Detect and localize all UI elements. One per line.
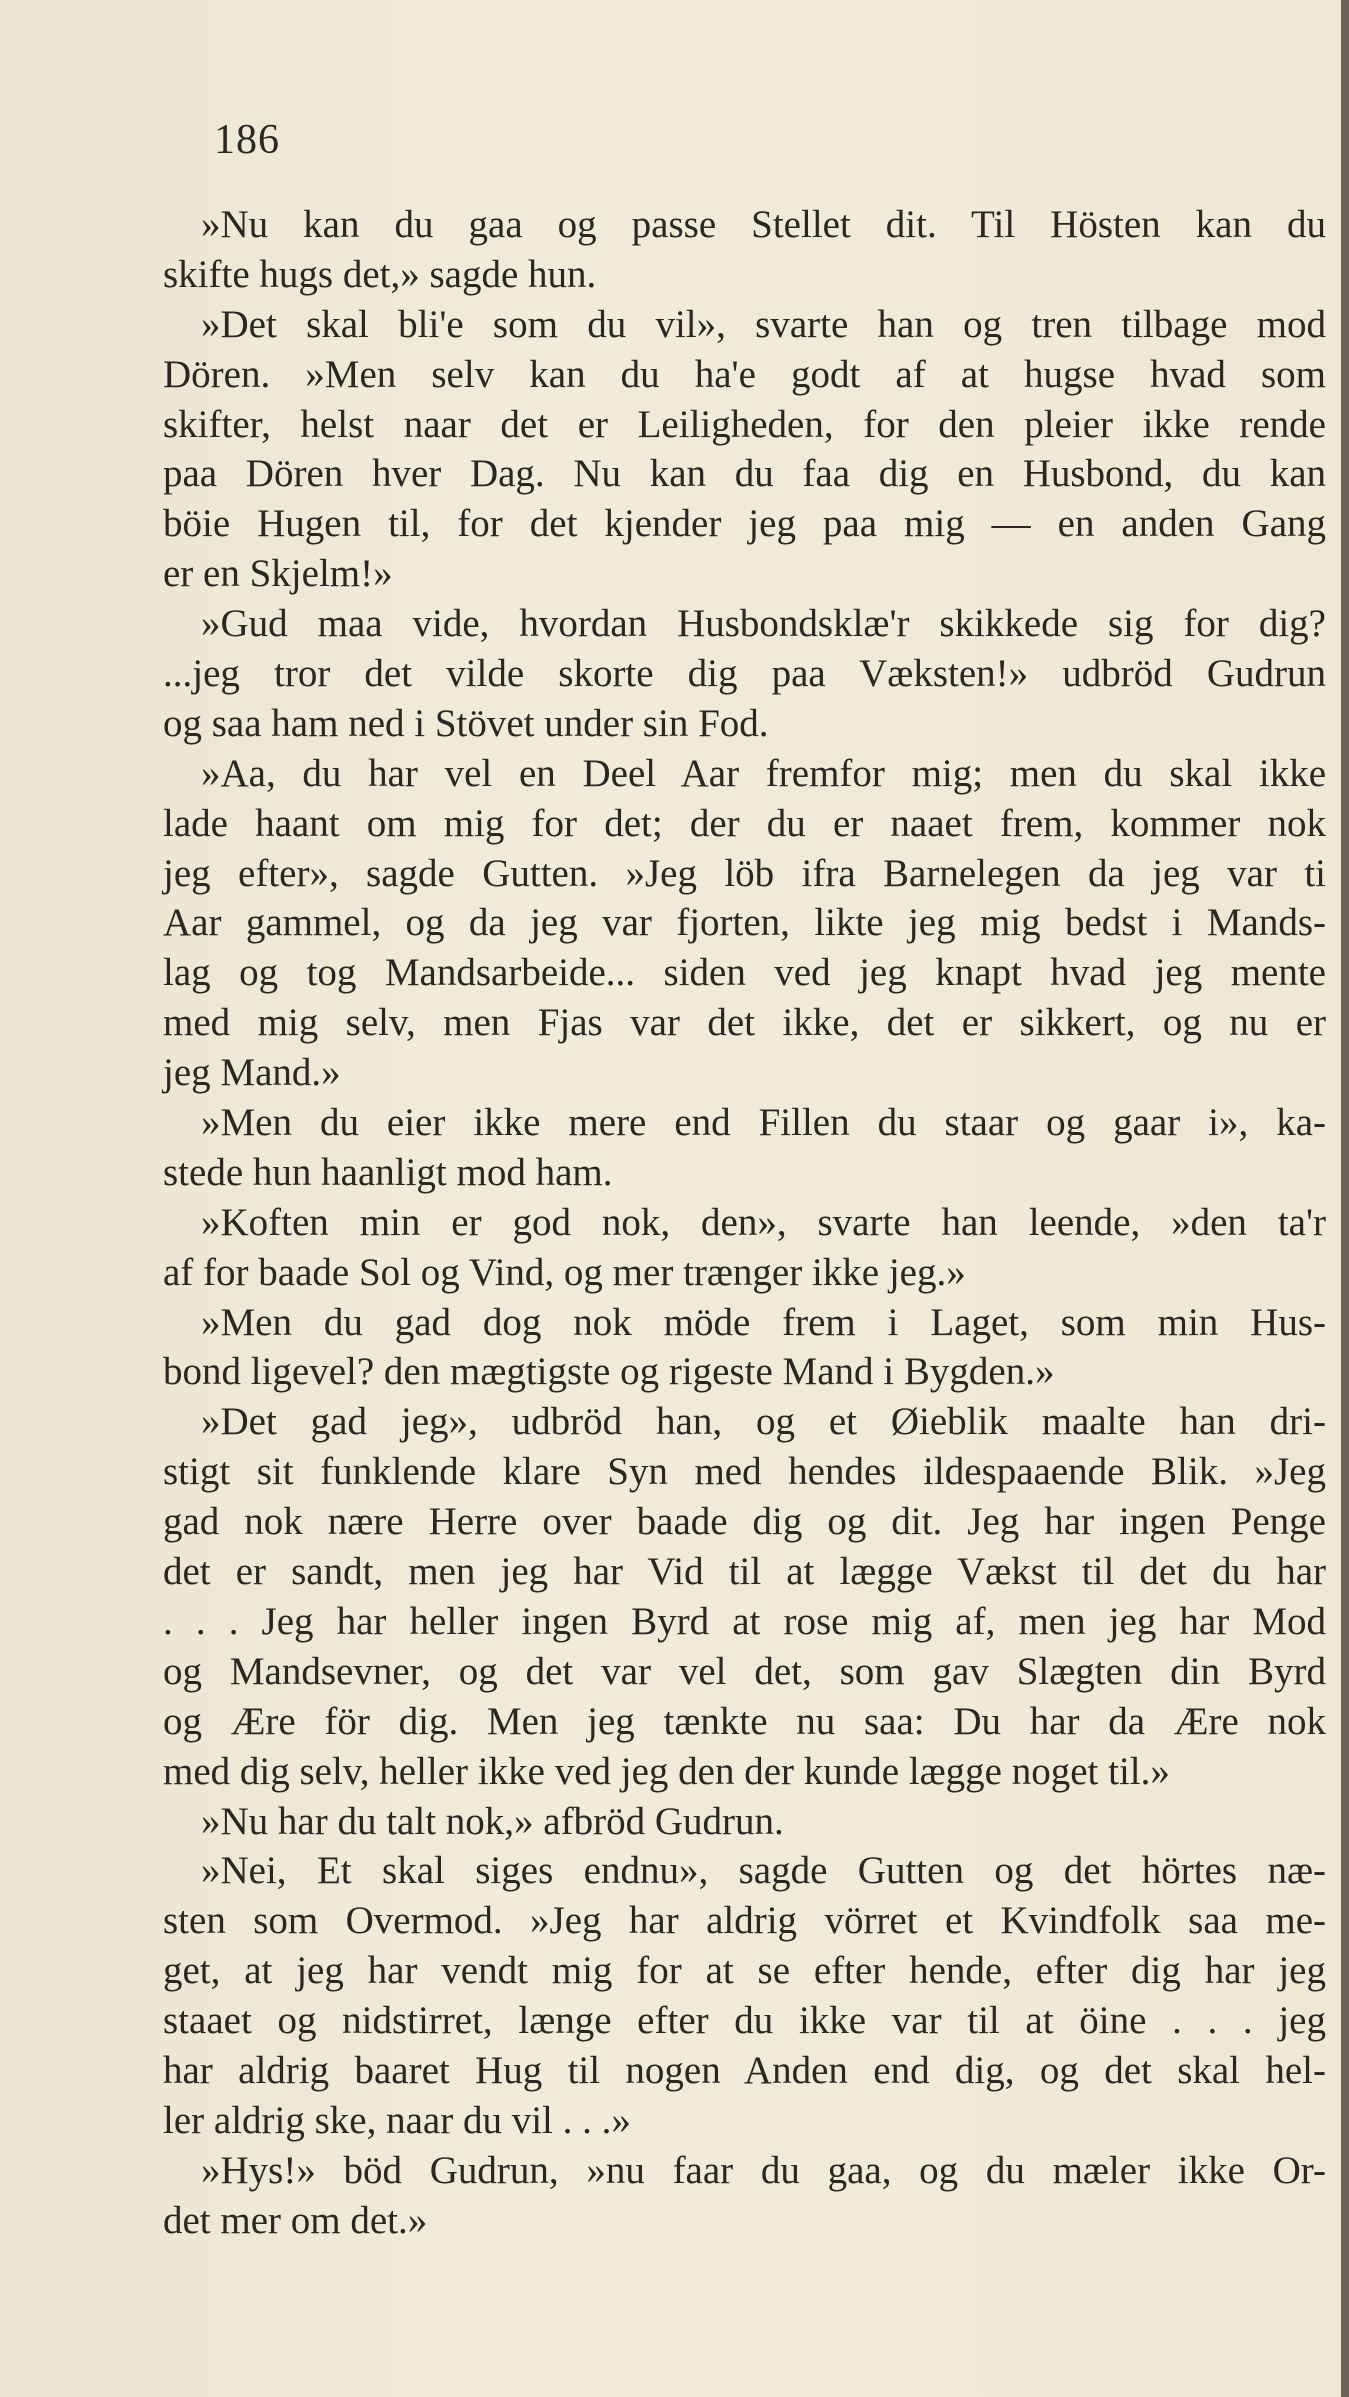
text-line: bond ligevel? den mægtigste og rigeste Mand i Bygden.» [163,1350,1055,1394]
text-line: det er sandt, men jeg har Vid til at lægge Vækst til det du har [163,1550,1326,1594]
text-line: jeg efter», sagde Gutten. »Jeg löb ifra Barnelegen da jeg var ti [163,851,1326,895]
text-line: skifte hugs det,» sagde hun. [163,252,597,296]
page-edge-shadow [1341,0,1349,2397]
text-line: det mer om det.» [163,2198,428,2242]
text-line: jeg Mand.» [163,1051,341,1095]
text-line: »Hys!» böd Gudrun, »nu faar du gaa, og du mæler ikke Or- [201,2148,1326,2192]
text-line: skifter, helst naar det er Leiligheden, for den pleier ikke rende [163,402,1326,446]
page-number: 186 [214,117,280,163]
text-line: Dören. »Men selv kan du ha'e godt af at hugse hvad som [163,352,1326,396]
text-line: sten som Overmod. »Jeg har aldrig vörret et Kvindfolk saa me- [163,1899,1326,1943]
text-line: »Nu har du talt nok,» afbröd Gudrun. [201,1799,784,1843]
text-line: paa Dören hver Dag. Nu kan du faa dig en Husbond, du kan [163,452,1326,496]
text-line: Aar gammel, og da jeg var fjorten, likte jeg mig bedst i Mands- [163,901,1326,945]
text-line: . . . Jeg har heller ingen Byrd at rose mig af, men jeg har Mod [163,1599,1326,1643]
text-line: er en Skjelm!» [163,552,393,596]
text-line: gad nok nære Herre over baade dig og dit. Jeg har ingen Penge [163,1500,1326,1544]
text-line: get, at jeg har vendt mig for at se efter hende, efter dig har jeg [163,1949,1326,1993]
text-line: »Det skal bli'e som du vil», svarte han og tren tilbage mod [201,302,1326,346]
text-line: böie Hugen til, for det kjender jeg paa mig — en anden Gang [163,502,1326,546]
text-line: stede hun haanligt mod ham. [163,1150,613,1194]
text-line: »Men du gad dog nok möde frem i Laget, som min Hus- [201,1300,1326,1344]
text-line: ...jeg tror det vilde skorte dig paa Væksten!» udbröd Gudrun [163,652,1326,696]
text-line: »Aa, du har vel en Deel Aar fremfor mig; men du skal ikke [201,751,1326,795]
body-text [163,200,1326,2246]
text-line: »Men du eier ikke mere end Fillen du staar og gaar i», ka- [201,1101,1326,1145]
text-line: og saa ham ned i Stövet under sin Fod. [163,701,769,745]
text-line: og Mandsevner, og det var vel det, som gav Slægten din Byrd [163,1649,1326,1693]
text-line: »Det gad jeg», udbröd han, og et Øieblik maalte han dri- [201,1400,1326,1444]
text-line: af for baade Sol og Vind, og mer trænger ikke jeg.» [163,1250,966,1294]
text-line: med mig selv, men Fjas var det ikke, det er sikkert, og nu er [163,1001,1326,1045]
text-line: staaet og nidstirret, længe efter du ikke var til at öine . . . jeg [163,1999,1326,2043]
text-line: ler aldrig ske, naar du vil . . .» [163,2098,631,2142]
text-line: »Koften min er god nok, den», svarte han leende, »den ta'r [201,1200,1326,1244]
text-line: og Ære för dig. Men jeg tænkte nu saa: Du har da Ære nok [163,1699,1326,1743]
text-line: »Gud maa vide, hvordan Husbondsklæ'r skikkede sig for dig? [201,602,1326,646]
text-line: lade haant om mig for det; der du er naaet frem, kommer nok [163,801,1326,845]
text-line: med dig selv, heller ikke ved jeg den der kunde lægge noget til.» [163,1749,1170,1793]
text-line: »Nei, Et skal siges endnu», sagde Gutten og det hörtes næ- [201,1849,1326,1893]
text-line: lag og tog Mandsarbeide... siden ved jeg knapt hvad jeg mente [163,951,1326,995]
text-line: »Nu kan du gaa og passe Stellet dit. Til Hösten kan du [201,203,1326,246]
text-line: stigt sit funklende klare Syn med hendes ildespaaende Blik. »Jeg [163,1450,1326,1494]
text-line: har aldrig baaret Hug til nogen Anden end dig, og det skal hel- [163,2048,1326,2092]
